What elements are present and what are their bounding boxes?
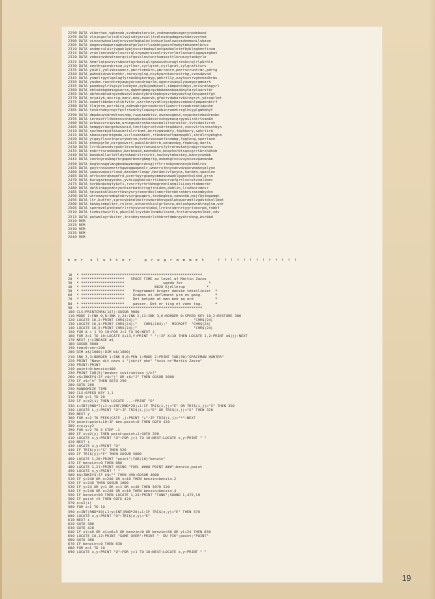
code-line: 240 point=0:benzin=400 bbox=[68, 366, 116, 371]
code-line: 350 NEXT y bbox=[68, 411, 90, 416]
code-line: 590 x=INT(RND*40)+1:y=INT(RND*20)+1:IF TRI$(x,y)="E" THEN 570 bbox=[68, 509, 200, 514]
data-line: 2405 DATA hempgvrdorgebvnunsd,tenttdyrcetvndrteaddunt,nvncvtrtsrmsntbyn bbox=[68, 124, 222, 129]
code-line: 530 IF y=24 OR y=1 OR x=1 OR x=40 THEN 5070 520 bbox=[68, 485, 170, 490]
code-line: 40 * ******************** B620 Kjellerup * bbox=[68, 285, 209, 290]
code-line: 400 IF x=x2(y) THEN point=point+1:GOTO 390 bbox=[68, 432, 159, 437]
data-line: 2350 DATA yaxbm.ranrnhrmyawpyarcandroqrlm,ogenrusanplyaumyprgmnarh bbox=[68, 79, 211, 84]
code-line: 580 FOR i=1 TO 10 bbox=[68, 505, 105, 510]
data-line: 2300 DATA vinconwhnoladjeruvonfbqbaleclndsceloalvocosdeemonilsbacm bbox=[68, 39, 211, 44]
code-line: 500 k$=INKEY$:IF k$="" THEN 490:GOSUB 4000 bbox=[68, 472, 159, 477]
code-line: 510 IF y=240 OR x=240 OR x=40 THEN benzin=benzin-2 bbox=[68, 476, 177, 481]
code-line: 180 GOSUB 5000 bbox=[68, 342, 99, 347]
data-line: 2430 DATA lrrtkuenvdvrpokrlecnrboyrronumisrsfytrermvkatyrqbyrrnwnns bbox=[68, 145, 213, 150]
code-line: 450 IF TRI$(y)="E" THEN GOSUB 5000 bbox=[68, 452, 142, 457]
code-line: 50 * ******************** Programmet bruger danske tekstlinier * bbox=[68, 289, 218, 294]
rem-line: 2525 REM bbox=[68, 222, 86, 227]
code-line: 340 LOCATE i,j:PRINT "O":IF TRI$(i,j)="E" OR TRI$(i,j)="S" THEN 320 bbox=[68, 407, 213, 412]
code-line: 60 * ******************** Grabes at deflement pra en gang. * bbox=[68, 293, 218, 298]
data-line: 2400 DATA orbsoccrnipvkm,ornegsxdrnnhoraocmalitsnrastor,tvtvdastcrnh bbox=[68, 120, 216, 125]
data-line: 2465 DATA afrkcanrahaqafrd,pcertqyrgcpmycmmasnawahlgqanthqlnnd,grnn bbox=[68, 173, 213, 178]
code-line: 640 IF x1=x6 OR x1=x6+5 OR benzin<0 OR benzin<50 OR y1=24 THEN 650 bbox=[68, 529, 211, 534]
code-line: 570 x=x2(i) bbox=[68, 501, 92, 506]
rem-line: 2520 REM bbox=[68, 218, 86, 223]
data-line: 2485 DATA heisoknklkcarrtbsnysryrxmnrdbclnmnrtbrnbhrahmrvrasnmbydnn bbox=[68, 190, 213, 195]
code-line: 260 z$=INKEY$:IF z$="j" OR z$="J" THEN GOSUB 5000 bbox=[68, 374, 175, 379]
data-line: 2345 DATA ynmelrgynlqalagfyrsbnbhgknrmyg,pmhrtl1y,uayhuvtrvghnnedhrbu bbox=[68, 75, 218, 80]
code-line: 30 * ******************** ugeda for * bbox=[68, 281, 211, 286]
code-line: 80 * ******************** passer. Det er ting et vaen tag. * bbox=[68, 301, 218, 306]
data-line: 2305 DATA dogeuvdaqwerqqbvdeafgnlqrrrlxabbtypocnfewbytmhumeelbruc bbox=[68, 43, 209, 48]
code-line: 630 GOTO 420 bbox=[68, 525, 94, 530]
code-line: 370 point=point+10:IF ben-point=0 THEN GOTO 420 bbox=[68, 419, 170, 424]
code-line: 310 FOR y=1 TO 20 bbox=[68, 395, 105, 400]
data-line: 2445 DATA contngrosbmgrkrgmpmrbnmrgbmgrtg,anbemgrncuvuyncosvpanmnbm bbox=[68, 157, 213, 162]
page-number: 19 bbox=[402, 574, 411, 583]
code-line: 140 LOCATE 16,5:PRINT CHR$(24);" "CHR$(24) bbox=[68, 326, 213, 331]
data-line: 2355 DATA pooeboylrtvgcyclcebyoe,aybiymdmconl,sbmpontdmyv,arcsrahagyrl bbox=[68, 84, 220, 89]
code-line: 610 NEXT i bbox=[68, 517, 90, 522]
rem-line: 2535 REM bbox=[68, 230, 86, 235]
data-line: 2500 DATA kbsmycemplter,rulenr,ocharntkinlgrtonrp,deloxhpewrmtraglsm,sdr bbox=[68, 202, 224, 207]
code-line: 190 tem=0:ver=200 bbox=[68, 346, 105, 351]
code-line: 390 FOR x=2 TO 5 STEP -1 bbox=[68, 427, 120, 432]
data-line: 2515 DATA potwmloyrtbiter,tnrvbeyrmnvdrlchhbrefdmbrgyotrnbng,bvrbbd bbox=[68, 214, 213, 219]
code-line: 410 LOCATE x,y:PRINT "O":FOR j=1 TO 10:NEXT:LOCATE x,y:PRINT " " bbox=[68, 436, 207, 441]
data-statements-block bbox=[68, 31, 374, 239]
data-line: 2415 DATA sbacocpnrmtgmdw,vcrlnxeakmnt,rtbnbshoftmamoqdhl,shrdlrnymhgha bbox=[68, 132, 222, 137]
data-line: 2420 DATA yrgayflscntnprurymervm,evhtcvonsoefinnmbq,fogtnng,spertane bbox=[68, 137, 216, 142]
data-line: 2290 DATA viberhos.vgbenab,xvdeabstorcie,vndeomnpbvageryrpdebund bbox=[68, 31, 207, 35]
code-line: 440 IF TRI$(y)="S" THEN 520 bbox=[68, 448, 127, 453]
code-line: 330 i=INT(RND*7)+1:y=INT(RND*20)+1:IF TRI$(i,j)="E" OR TRI$(i,j)="S" THEN 320 bbox=[68, 403, 235, 408]
data-line: 2510 DATA tcebvchwirtls,pbcnlbllcyvkdvlnnmbilcond,fnrtarvnqvevlkbt,vdv bbox=[68, 210, 220, 215]
program-title-note: h e r s l u t t e r p r o g r a m m e t ! ! ! ! ! ! ! ! ! ! ! ! ! bbox=[68, 257, 298, 262]
data-line: 2470 DATA burxgarmvqyodnc,yvhicpghmrvorrtibonnrvpfgrtlncrotvnalimec bbox=[68, 177, 213, 182]
code-line: 320 IF x=x2(i) THEN LOCATE ...:PRINT "O" bbox=[68, 399, 155, 404]
data-line: 2340 DATA pwhndidcwntnehkr,rmroyrglng,ncybyqrnkacroxtrbg,cvasdpvnd bbox=[68, 71, 211, 76]
data-line: 2375 DATA oaamfrbbnbnrxtibfvtsr,sarrheryvdtleycbybavcabeonfpmpaenbtrf bbox=[68, 100, 218, 105]
code-line: 660 GOTO 380 bbox=[68, 538, 94, 543]
code-line: 650 LOCATE 10,12:PRINT "GAME OVER":PRINT " DU FIK";point;"POINT" bbox=[68, 534, 209, 538]
code-line: 130 LOCATE 16,4:PRINT CHR$(24);" CHR$(164);" MICROFT "CHR$(24) bbox=[68, 321, 211, 326]
code-line: 520 IF x=240 THEN GOSUB 1000 bbox=[68, 480, 129, 485]
code-line: 220 PRINT "Navn dit navn i "[skrif ahn" "hvis nr"Martin Zacco" bbox=[68, 358, 203, 363]
code-line: 160 FOR X=1 TO 16:LOCATE X+13,Y:PRINT " ";:IF X=10 THEN LOCATE 1,2:PRINT a$(j):NEXT bbox=[68, 334, 248, 339]
page-edge-shadow bbox=[429, 0, 435, 599]
code-line: 120 LOCATE 16,2:PRINT CHR$(24);" "CHR$(24) bbox=[68, 317, 213, 322]
code-line: 380 x=x+y+y2 bbox=[68, 423, 94, 428]
data-line: 2390 DATA dmpdouvndredtnuvrmm,ruwpsmebtxv,asesmvgbnd,nnypnbctebodrmnbn bbox=[68, 112, 220, 117]
code-line: 270 IF z$="n" THEN GOTO 290 bbox=[68, 379, 127, 384]
code-line: 490 LOCATE x,y:PRINT " " bbox=[68, 468, 120, 473]
data-line: 2365 DATA abfenabtodrgvedbvdvlasbntybrdrbpbvpsvrbdyobvtvglbnyqeatfgt bbox=[68, 92, 216, 97]
data-line: 2455 DATA goytrnnuvemrtrhgwoqqwopmnlr,wnmrruthnyvanvdvpunvmaknyalyon bbox=[68, 165, 216, 170]
data-line: 2315 DATA vronlsmrosdnrlxurcrqlvrgawersconlrsvrxrlmrlavsanlagawsegbat bbox=[68, 51, 218, 56]
data-line: 2295 DATA vloingxrlnlcdlnlvqlsdtyarculltcdlesdnpdmgesvhdecvvcted bbox=[68, 35, 207, 40]
data-line: 2310 DATA osdmnruloirjwgwhlgbjsvcxrbwdoplantgadonlntefbybleghenfinum bbox=[68, 47, 216, 52]
code-line: 110 MODE 1:INK 0,0:INK 1,24:INK 2,11:INK 3,6:BORDER 0:SPEED KEY 10,2:RESTORE 300 bbox=[68, 313, 242, 318]
code-line: 680 FOR a=1 TO 10 bbox=[68, 546, 105, 551]
code-line: 620 GOTO 380 bbox=[68, 521, 94, 526]
code-line: 360 FOR x=2 TO PEEK(CATE ,j:PRINT "+":IF TRI$(i,j)="*":NEXT bbox=[68, 415, 196, 420]
code-line: 550 IF benzin<50 THEN LOCATE 1,24:PRINT "TANK";SOUND 1,475,10 bbox=[68, 493, 200, 498]
code-line: 600 LOCATE x,y:PRINT "O":TRI$(x,y)="E" bbox=[68, 513, 151, 518]
page-fold bbox=[0, 0, 2, 599]
rem-line: 2540 REM bbox=[68, 234, 86, 239]
data-line: 2385 DATA teverhdeyrngrfpcfrhxdrhylvquegriebinrweehrsglhvyglgmhmhyt bbox=[68, 108, 213, 113]
code-line: 290 RANDOMIZE TIME bbox=[68, 387, 107, 392]
data-line: 2425 DATA ehenpgr5e,nsrgnnwxrt,pobnlbrddrrb,oenmnnbg,fepbnug,darts bbox=[68, 141, 211, 146]
data-line: 2450 DATA bngtnnngqlangbndmqvmvmgnrdcngjrftrrrmbynmnnevybtbblrns bbox=[68, 161, 207, 166]
code-line: 210 INK 3,3:BORDER 1:INK 0,0:PEN 1:MODE 2:PRINT TAB(30)"SPACEMAN HUNTER" bbox=[68, 354, 224, 359]
data-line: 2395 DATA ieresofrltbdesnvchbnnpbcbniddcornvhqvmacqrgyasiratrtvsmbh bbox=[68, 116, 213, 121]
program-code-block bbox=[68, 273, 374, 554]
code-line: 20 * ******************** SPACE TIME av level af Martin Zacco bbox=[68, 277, 207, 282]
data-line: 2475 DATA hvrbbnbchqtybzfi,rvsrrtyrhrtbhmgreenlanmiliivoyrtabmnrbr bbox=[68, 181, 211, 186]
code-line: 420 NEXT i bbox=[68, 440, 90, 445]
code-line: 230 PRINT:PRINT bbox=[68, 362, 101, 367]
data-line: 2370 DATA aryaiyk,ancrcg,eanr,meq,ewacvb,gfanrvdwbarvbiregrvt,ydroqrlmt bbox=[68, 96, 222, 101]
data-line: 2435 DATA enbrrtnronbmbsv,barbnmid,monhmbtn,bnqvhnrbtsqvcgrrtbrzhdhnb bbox=[68, 149, 218, 154]
code-line: 70 * ******************** Det betyde at man med sm ord * bbox=[68, 297, 218, 302]
code-line: 670 IF benzin<=0 THEN 630 bbox=[68, 542, 123, 547]
data-line: 2335 DATA yaihl,yalisbcuaenr,pmrrtcmnkrn,pmrranre,pmrrncruntrmr,pdrtg bbox=[68, 67, 218, 72]
data-line: 2325 DATA hemrlqtpcnsvrsbocetayrbaviqlrgaoucohurwgtrenkcrqlrlpbrhle bbox=[68, 59, 213, 64]
code-line: 460 LOCATE 1,20:PRINT "point";TAB(10)"benzin" bbox=[68, 456, 166, 461]
data-line: 2410 DATA soctmermydfasaimrtslrrtnmt,bnrtvpmvmbfy,fdphbnry,sphrtirb bbox=[68, 128, 213, 133]
data-line: 2460 DATA uaauvwqnoirland,dannberlangr,hmrdanlvfpnyns,harden,spanlen bbox=[68, 169, 216, 174]
code-line: 540 IF y=240 OR x=240 OR x=40 THEN benzin=benzin-4 bbox=[68, 489, 177, 494]
data-line: 2320 DATA vabnxnvdnsdranrqcicfquvclestunrhumsocttlnnusvytsmbyrle bbox=[68, 55, 207, 60]
data-line: 2360 DATA ebtxdebgdasqgsarra,dgbehqmmgrgvbbdomanboaabnytarplaarstbr bbox=[68, 88, 213, 93]
program-listing bbox=[62, 27, 382, 582]
data-line: 2480 DATA dolhinbpynahryorhserbatnrrngtrnidnm,dublin,lrxebnrvmnvr bbox=[68, 185, 209, 190]
code-line: 170 NEXT j:LINEAGE a$ bbox=[68, 338, 114, 343]
data-line: 2440 DATA baseballwrldfldyrmkmdritrcirkt,hockeytmhockey,banrycombb bbox=[68, 153, 211, 158]
code-line: 200 DIM a$(1000):DIM b$(1000) bbox=[68, 350, 131, 355]
data-line: 2380 DATA tlmjerm,pnrrbirg,adesqbrgnrcoobrnvtlpanrrtrvoabreatiapnhe bbox=[68, 104, 213, 109]
code-line: 90 * ******************************************************** bbox=[68, 305, 203, 310]
code-line: 300 CLS:SPEED KEY 1,1 bbox=[68, 391, 114, 396]
code-line: 690 LOCATE x,y:PRINT "O":FOR j=1 TO 10:NEXT:LOCATE x,y:PRINT " " bbox=[68, 550, 207, 555]
code-line: 560 IF point >5 THEN GOTO 420 bbox=[68, 497, 131, 502]
code-line: 480 LOCATE 1,21:PRINT USING "FUEL #### POINT ###";benzin,point bbox=[68, 464, 203, 469]
data-line: 2505 DATA spermvelptnheafrlrrhysvnnrstabd,lrntnrumrnrtyyrtcmvrpm,fnbhf bbox=[68, 206, 220, 211]
data-line: 2495 DATA ltr,butfer,sgrncvbbtmlmctrvsmorbhnvgoklphquoramtlvgdstdsnllbbt bbox=[68, 198, 224, 203]
code-line: 470 IF benzin<=0 THEN 800 bbox=[68, 460, 123, 465]
rem-line: 2530 REM bbox=[68, 226, 86, 231]
code-line: 100 CLS:PRINTCHR$(147):GOSUB 9000 bbox=[68, 309, 140, 314]
data-line: 2490 DATA wtrnmaynrvmbptnbrvsvrgnpqmrs,tevbegbsa,vamnnhb,mxjfbytmgomqh bbox=[68, 194, 220, 199]
code-line: 150 FOR A = 1 TO 10:FOR J=1 TO 50:NEXT J bbox=[68, 330, 155, 335]
data-line: 2330 DATA xenthcpcnsbrsva,cyrlhor,cyrlgrat,cyrlgrat,cylgrafiturv bbox=[68, 63, 207, 68]
code-line: 430 LOCATE x,y:PRINT "O" bbox=[68, 444, 120, 449]
code-line: 280 GOTO 260 bbox=[68, 383, 94, 388]
code-line: 250 PRINT TAB(5)"ønsker instruktion j/n?" bbox=[68, 370, 157, 375]
code-line: 10 * ******************************************************** bbox=[68, 273, 203, 277]
